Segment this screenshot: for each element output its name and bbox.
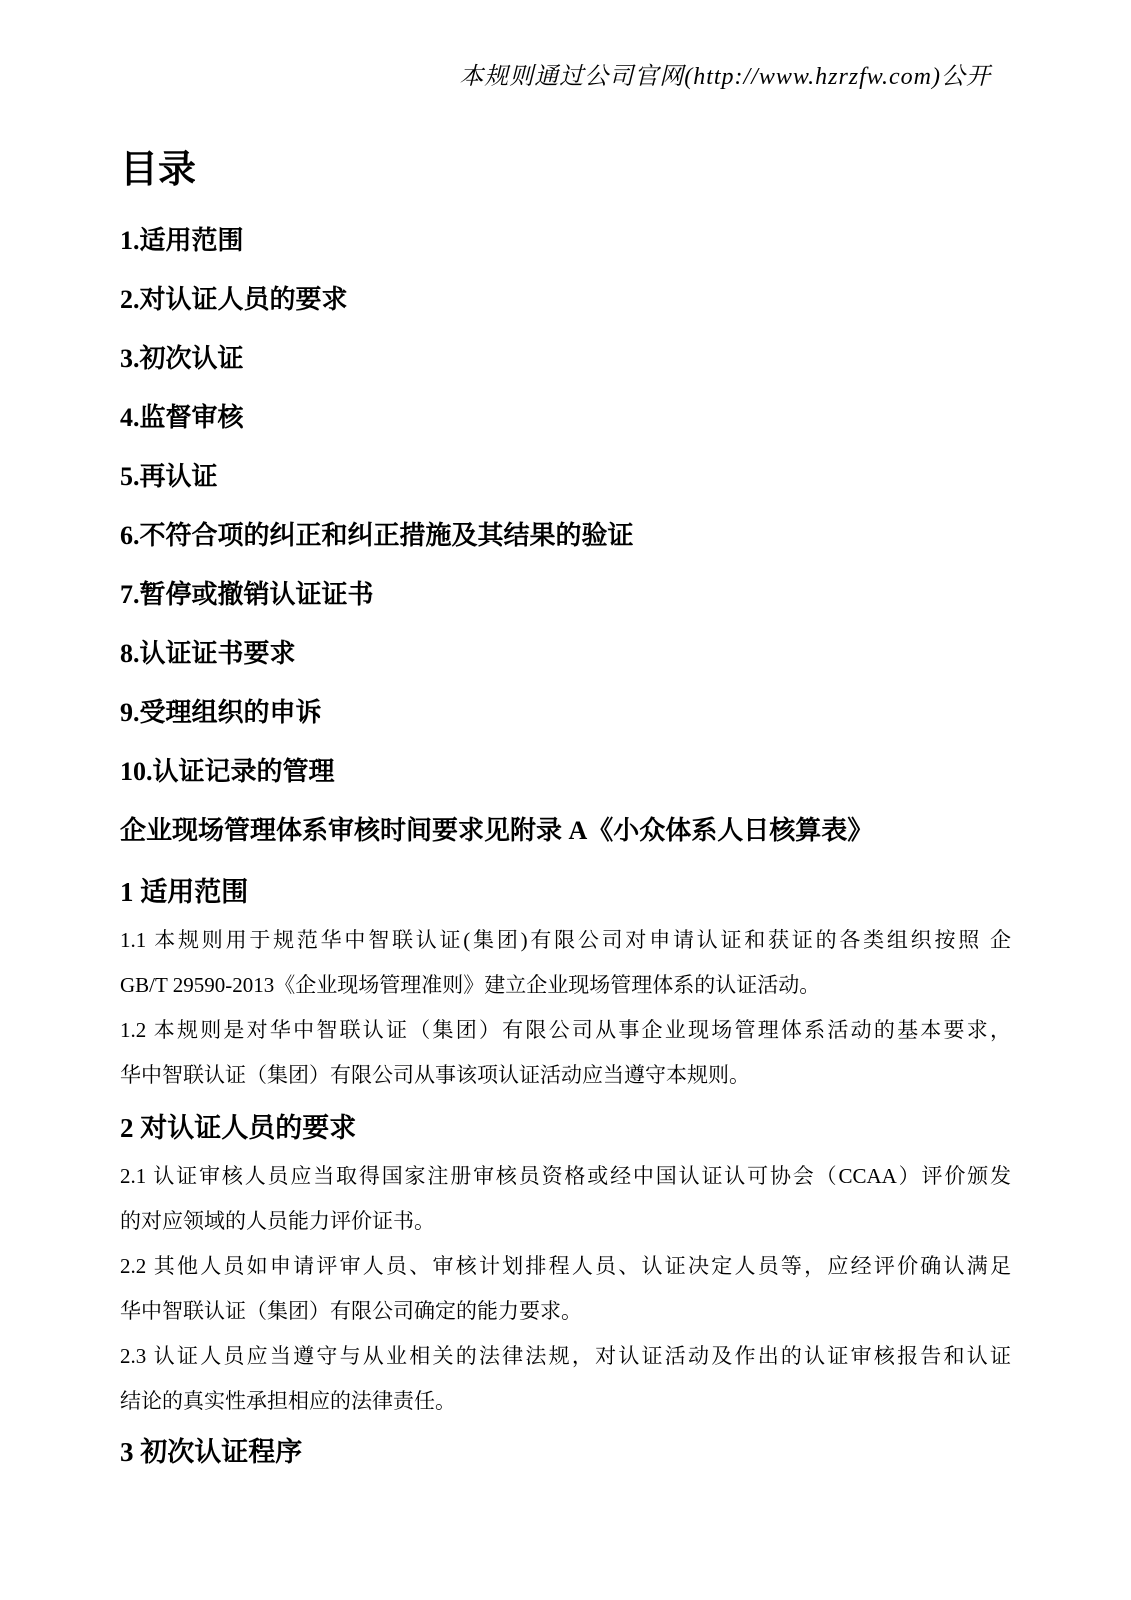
- document-content: [120, 0, 1011, 1478]
- toc-item-6: 6.不符合项的纠正和纠正措施及其结果的验证: [120, 521, 634, 550]
- paragraph-line: GB/T 29590-2013《企业现场管理准则》建立企业现场管理体系的认证活动。: [120, 973, 821, 997]
- paragraph-line: 1.2 本规则是对华中智联认证（集团）有限公司从事企业现场管理体系活动的基本要求，: [120, 1018, 1011, 1042]
- paragraph-line: 2.3 认证人员应当遵守与从业相关的法律法规，对认证活动及作出的认证审核报告和认证: [120, 1344, 1011, 1368]
- paragraph-line: 结论的真实性承担相应的法律责任。: [120, 1389, 456, 1413]
- toc-item-4: 4.监督审核: [120, 403, 244, 432]
- toc-appendix-note: 企业现场管理体系审核时间要求见附录 A《小众体系人日核算表》: [120, 816, 874, 845]
- paragraph-line: 2.2 其他人员如申请评审人员、审核计划排程人员、认证决定人员等，应经评价确认满足: [120, 1254, 1011, 1278]
- paragraph-line: 2.1 认证审核人员应当取得国家注册审核员资格或经中国认证认可协会（CCAA）评价颁发: [120, 1164, 1011, 1188]
- section-2-paragraph-2-3: [120, 1334, 1011, 1424]
- toc-item-3: 3.初次认证: [120, 344, 244, 373]
- toc-item-9: 9.受理组织的申诉: [120, 698, 322, 727]
- paragraph-line: 华中智联认证（集团）有限公司从事该项认证活动应当遵守本规则。: [120, 1063, 750, 1087]
- page-header-note: 本规则通过公司官网(http://www.hzrzfw.com)公开: [459, 64, 991, 90]
- toc-item-2: 2.对认证人员的要求: [120, 285, 348, 314]
- paragraph-line: 华中智联认证（集团）有限公司确定的能力要求。: [120, 1299, 582, 1323]
- toc-item-1: 1.适用范围: [120, 226, 244, 255]
- toc-item-10: 10.认证记录的管理: [120, 757, 335, 786]
- section-1-paragraph-1-2: [120, 1008, 1011, 1098]
- section-2-paragraph-2-1: [120, 1154, 1011, 1244]
- paragraph-line: 1.1 本规则用于规范华中智联认证(集团)有限公司对申请认证和获证的各类组织按照 企: [120, 928, 1011, 952]
- toc-item-7: 7.暂停或撤销认证证书: [120, 580, 374, 609]
- toc-item-5: 5.再认证: [120, 462, 218, 491]
- paragraph-line: 的对应领域的人员能力评价证书。: [120, 1209, 435, 1233]
- toc-title: 目录: [120, 149, 197, 191]
- toc-item-8: 8.认证证书要求: [120, 639, 296, 668]
- section-2-paragraph-2-2: [120, 1244, 1011, 1334]
- section-3-heading: 3 初次认证程序: [120, 1437, 303, 1467]
- section-2-heading: 2 对认证人员的要求: [120, 1113, 357, 1143]
- section-1-paragraph-1-1: [120, 918, 1011, 1008]
- section-1-heading: 1 适用范围: [120, 877, 249, 907]
